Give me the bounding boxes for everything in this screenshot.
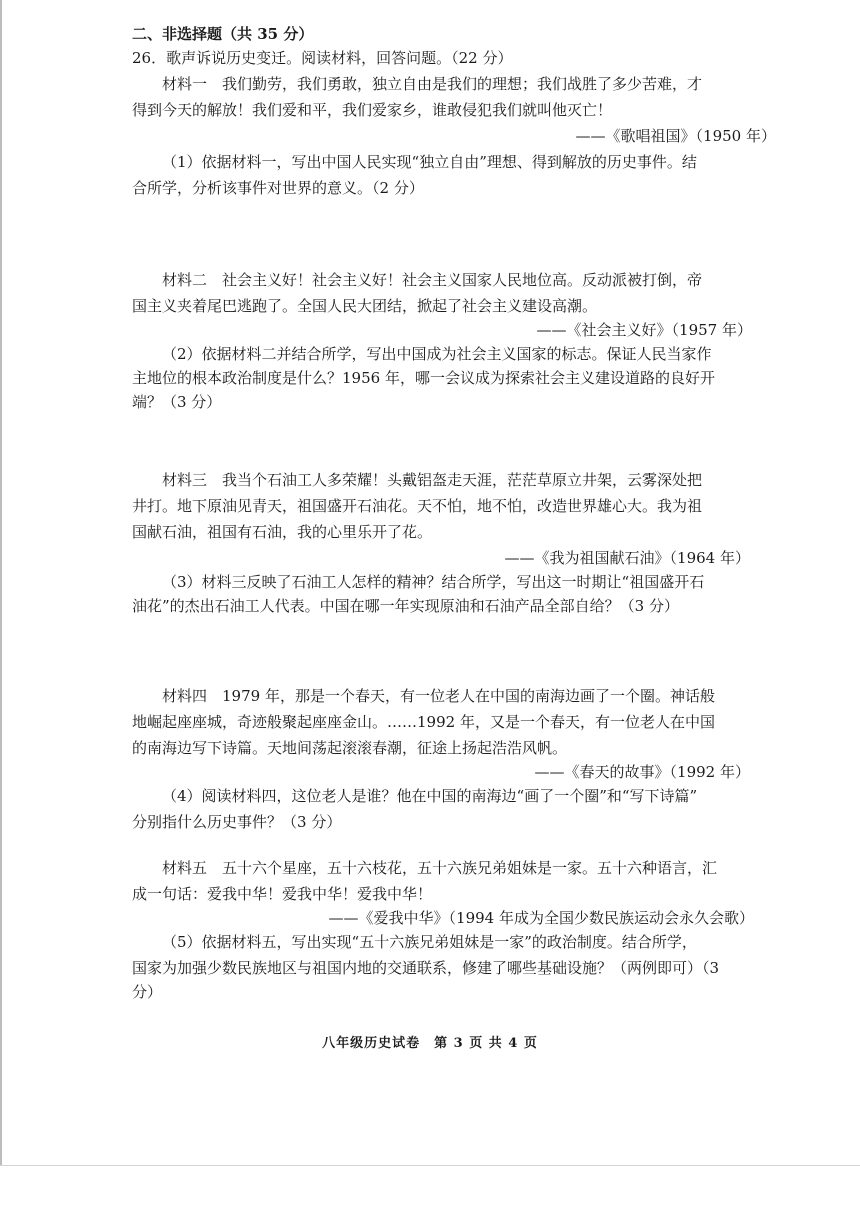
q3-line-2: 油花”的杰出石油工人代表。中国在哪一年实现原油和石油产品全部自给？（3 分） xyxy=(132,597,679,615)
material-5-line-2: 成一句话：爱我中华！爱我中华！爱我中华！ xyxy=(132,885,433,903)
material-2-line-2: 国主义夹着尾巴逃跑了。全国人民大团结，掀起了社会主义建设高潮。 xyxy=(132,297,598,315)
material-4-line-1: 材料四 1979 年，那是一个春天，有一位老人在中国的南海边画了一个圈。神话般 xyxy=(162,687,715,705)
q1-line-1: （1）依据材料一，写出中国人民实现“独立自由”理想、得到解放的历史事件。结 xyxy=(162,153,697,171)
q2-line-2: 主地位的根本政治制度是什么？1956 年，哪一会议成为探索社会主义建设道路的良好开 xyxy=(132,369,715,387)
material-5-source: ——《爱我中华》（1994 年成为全国少数民族运动会永久会歌） xyxy=(328,909,754,927)
material-4-source: ——《春天的故事》（1992 年） xyxy=(534,763,750,781)
material-3-line-3: 国献石油，祖国有石油，我的心里乐开了花。 xyxy=(132,523,433,541)
scan-bottom-edge xyxy=(0,1165,860,1166)
material-1-line-2: 得到今天的解放！我们爱和平，我们爱家乡，谁敢侵犯我们就叫他灭亡！ xyxy=(132,101,613,119)
q1-line-2: 合所学，分析该事件对世界的意义。（2 分） xyxy=(132,179,424,197)
question-26: 26．歌声诉说历史变迁。阅读材料，回答问题。（22 分） xyxy=(132,49,513,67)
material-1-line-1: 材料一 我们勤劳，我们勇敢，独立自由是我们的理想；我们战胜了多少苦难，才 xyxy=(162,75,703,93)
material-2-line-1: 材料二 社会主义好！社会主义好！社会主义国家人民地位高。反动派被打倒，帝 xyxy=(162,271,703,289)
section-title: 二、非选择题（共 35 分） xyxy=(132,25,314,43)
material-3-line-2: 井打。地下原油见青天，祖国盛开石油花。天不怕，地不怕，改造世界雄心大。我为祖 xyxy=(132,497,703,515)
material-5-line-1: 材料五 五十六个星座，五十六枝花，五十六族兄弟姐妹是一家。五十六种语言，汇 xyxy=(162,859,718,877)
page-footer: 八年级历史试卷 第 3 页 共 4 页 xyxy=(322,1036,538,1051)
q3-line-1: （3）材料三反映了石油工人怎样的精神？结合所学，写出这一时期让“祖国盛开石 xyxy=(162,573,705,591)
q4-line-1: （4）阅读材料四，这位老人是谁？他在中国的南海边“画了一个圈”和“写下诗篇” xyxy=(162,787,698,805)
material-2-source: ——《社会主义好》（1957 年） xyxy=(536,321,752,339)
q5-line-2: 国家为加强少数民族地区与祖国内地的交通联系，修建了哪些基础设施？（两例即可）（3 xyxy=(132,959,720,977)
material-4-line-2: 地崛起座座城，奇迹般聚起座座金山。……1992 年，又是一个春天，有一位老人在中国 xyxy=(132,713,715,731)
q5-line-1: （5）依据材料五，写出实现“五十六族兄弟姐妹是一家”的政治制度。结合所学， xyxy=(162,933,697,951)
material-3-source: ——《我为祖国献石油》（1964 年） xyxy=(504,549,750,567)
material-4-line-3: 的南海边写下诗篇。天地间荡起滚滚春潮，征途上扬起浩浩风帆。 xyxy=(132,739,568,757)
q5-line-3: 分） xyxy=(132,983,163,1001)
q2-line-1: （2）依据材料二并结合所学，写出中国成为社会主义国家的标志。保证人民当家作 xyxy=(162,345,712,363)
q4-line-2: 分别指什么历史事件？（3 分） xyxy=(132,813,342,831)
material-1-source: ——《歌唱祖国》（1950 年） xyxy=(575,127,776,145)
q2-line-3: 端？（3 分） xyxy=(132,393,222,411)
scan-left-edge xyxy=(0,0,2,1165)
material-3-line-1: 材料三 我当个石油工人多荣耀！头戴铝盔走天涯，茫茫草原立井架，云雾深处把 xyxy=(162,471,703,489)
